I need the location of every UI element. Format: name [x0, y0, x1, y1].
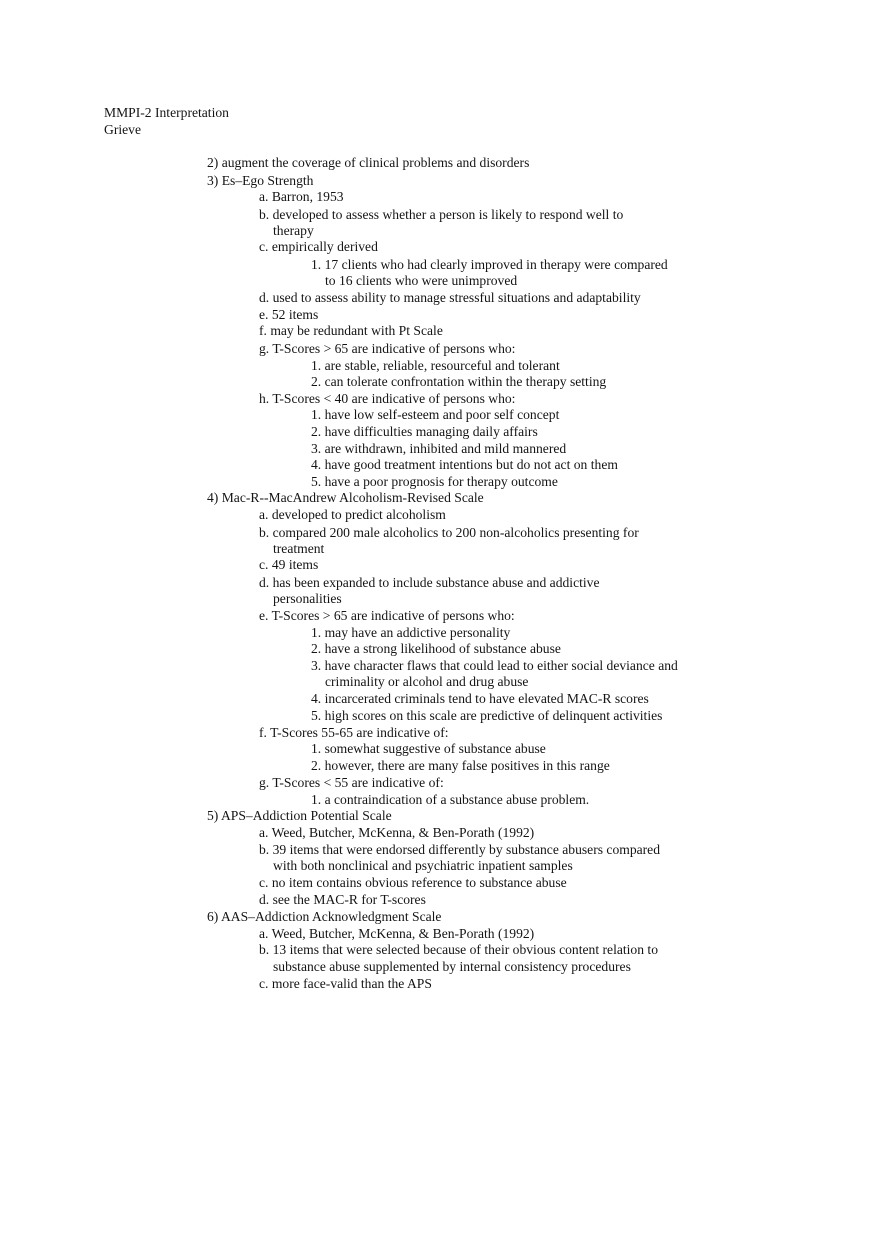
list-item: b. 39 items that were endorsed differently by substance abusers compared — [259, 842, 661, 857]
list-item-continuation: substance abuse supplemented by internal consistency procedures — [273, 959, 631, 974]
list-item-continuation: treatment — [273, 541, 325, 556]
list-subitem: 5. have a poor prognosis for therapy outcome — [311, 474, 558, 489]
list-item: a. developed to predict alcoholism — [259, 507, 446, 522]
list-item: h. T-Scores < 40 are indicative of persons who: — [259, 391, 516, 406]
list-subitem: 5. high scores on this scale are predictive of delinquent activities — [311, 708, 663, 723]
list-item: d. see the MAC-R for T-scores — [259, 892, 426, 907]
list-item: b. 13 items that were selected because of their obvious content relation to — [259, 942, 658, 957]
list-subitem: 2. can tolerate confrontation within the therapy setting — [311, 374, 607, 389]
list-item: c. more face-valid than the APS — [259, 976, 432, 991]
section-heading: 4) Mac-R--MacAndrew Alcoholism-Revised Scale — [207, 490, 484, 505]
list-item: g. T-Scores > 65 are indicative of persons who: — [259, 341, 516, 356]
list-item: f. may be redundant with Pt Scale — [259, 323, 443, 338]
list-subitem: 1. may have an addictive personality — [311, 625, 511, 640]
list-subitem: 1. a contraindication of a substance abuse problem. — [311, 792, 590, 807]
list-subitem: 1. 17 clients who had clearly improved in therapy were compared — [311, 257, 668, 272]
section-heading: 6) AAS–Addiction Acknowledgment Scale — [207, 909, 442, 924]
list-item: b. compared 200 male alcoholics to 200 non-alcoholics presenting for — [259, 525, 639, 540]
list-subitem: 2. have difficulties managing daily affairs — [311, 424, 538, 439]
list-item: f. T-Scores 55-65 are indicative of: — [259, 725, 449, 740]
list-subitem: 2. however, there are many false positives in this range — [311, 758, 610, 773]
list-item: a. Barron, 1953 — [259, 189, 344, 204]
list-item: a. Weed, Butcher, McKenna, & Ben-Porath (1992) — [259, 825, 535, 840]
document-author: Grieve — [104, 122, 141, 137]
list-subitem: 1. somewhat suggestive of substance abuse — [311, 741, 546, 756]
section-heading: 3) Es–Ego Strength — [207, 173, 314, 188]
list-item: a. Weed, Butcher, McKenna, & Ben-Porath (1992) — [259, 926, 535, 941]
list-subitem: 1. are stable, reliable, resourceful and tolerant — [311, 358, 560, 373]
list-item: g. T-Scores < 55 are indicative of: — [259, 775, 444, 790]
document-title: MMPI-2 Interpretation — [104, 105, 229, 120]
list-item-continuation: personalities — [273, 591, 342, 606]
list-item: e. 52 items — [259, 307, 319, 322]
list-item: b. developed to assess whether a person is likely to respond well to — [259, 207, 624, 222]
list-item-continuation: with both nonclinical and psychiatric inpatient samples — [273, 858, 573, 873]
section-heading: 5) APS–Addiction Potential Scale — [207, 808, 392, 823]
list-item-continuation: criminality or alcohol and drug abuse — [325, 674, 529, 689]
list-item-continuation: therapy — [273, 223, 314, 238]
list-item: 2) augment the coverage of clinical problems and disorders — [207, 155, 530, 170]
list-subitem: 3. are withdrawn, inhibited and mild mannered — [311, 441, 567, 456]
list-subitem: 3. have character flaws that could lead to either social deviance and — [311, 658, 678, 673]
list-subitem: 2. have a strong likelihood of substance abuse — [311, 641, 561, 656]
list-item: c. empirically derived — [259, 239, 378, 254]
list-item: c. no item contains obvious reference to substance abuse — [259, 875, 567, 890]
list-subitem: 1. have low self-esteem and poor self concept — [311, 407, 560, 422]
list-item: c. 49 items — [259, 557, 319, 572]
list-item: e. T-Scores > 65 are indicative of persons who: — [259, 608, 515, 623]
list-subitem: 4. incarcerated criminals tend to have elevated MAC-R scores — [311, 691, 649, 706]
list-item: d. has been expanded to include substance abuse and addictive — [259, 575, 600, 590]
list-item-continuation: to 16 clients who were unimproved — [325, 273, 518, 288]
list-subitem: 4. have good treatment intentions but do not act on them — [311, 457, 618, 472]
list-item: d. used to assess ability to manage stressful situations and adaptability — [259, 290, 641, 305]
